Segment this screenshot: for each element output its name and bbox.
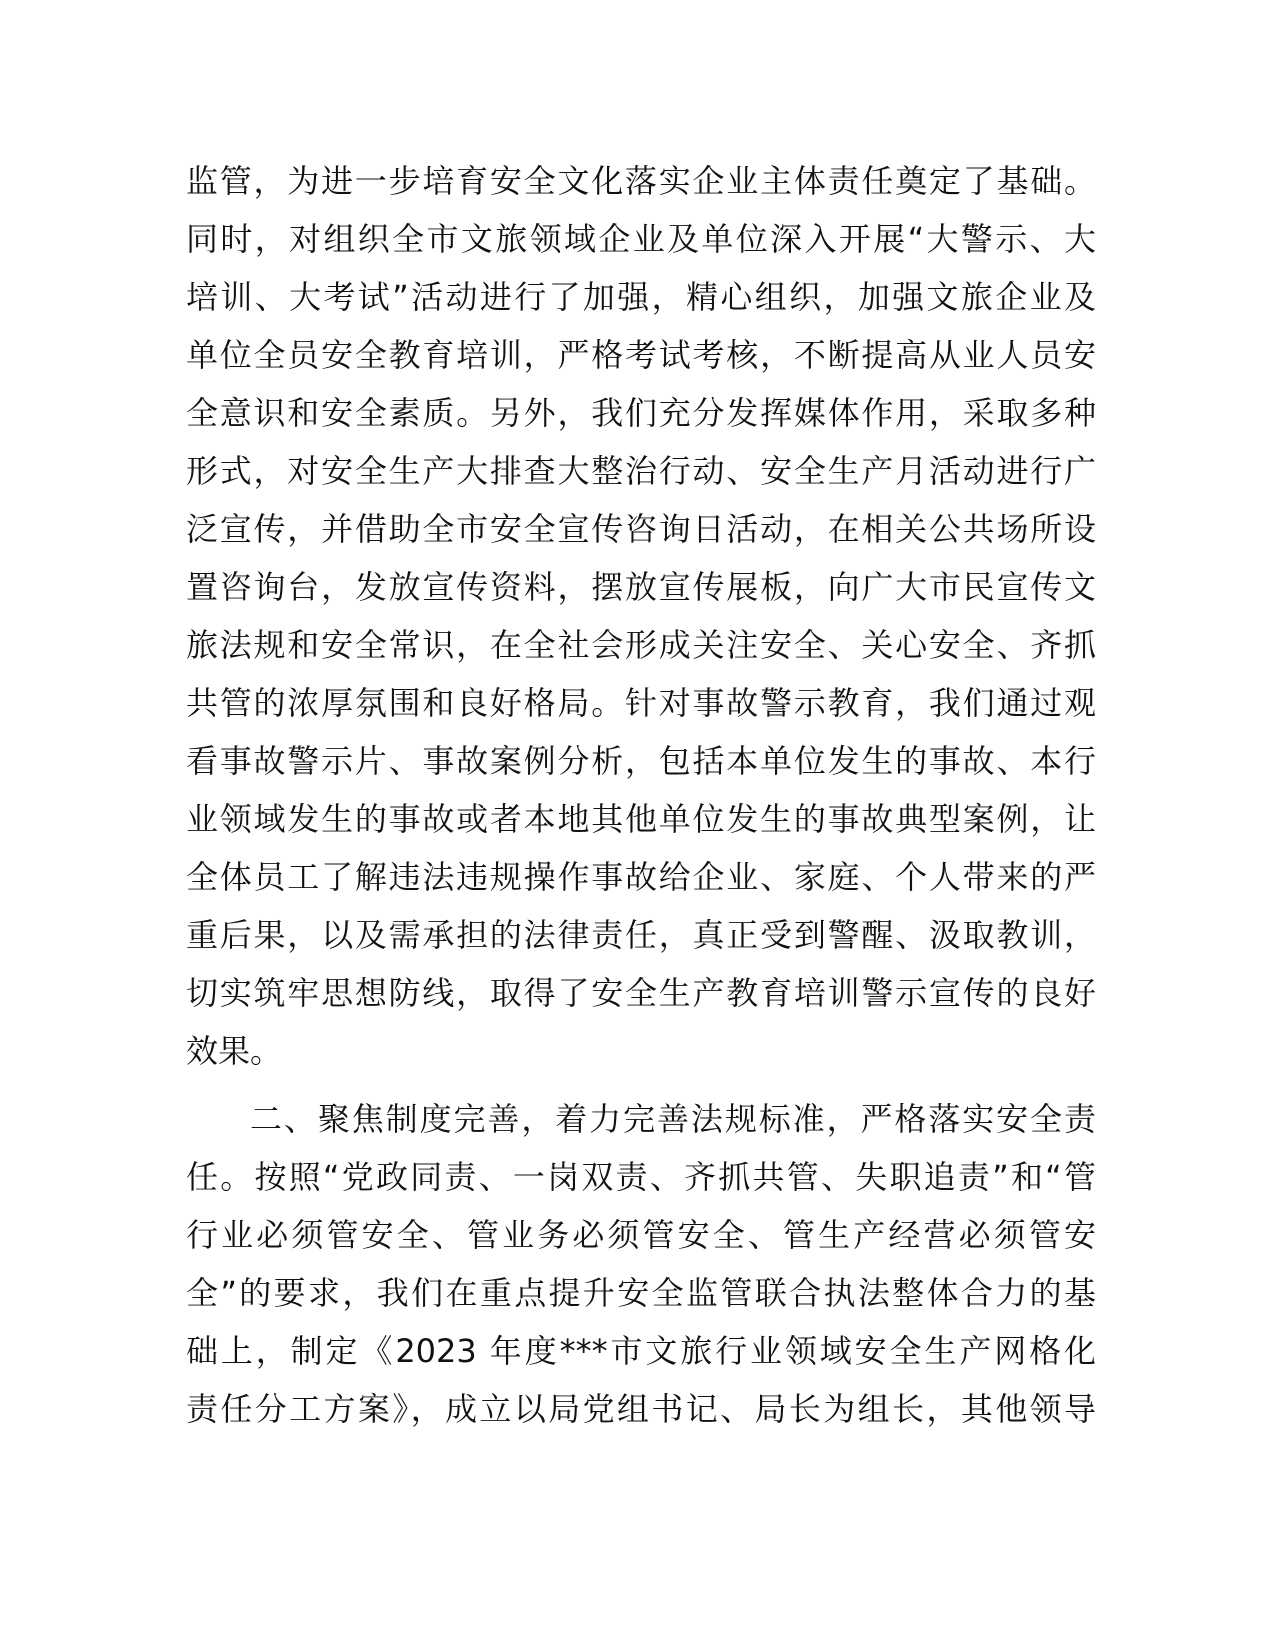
text-line: 任。按照“党政同责、一岗双责、齐抓共管、失职追责”和“管 [186, 1158, 1096, 1196]
text-line: 共管的浓厚氛围和良好格局。针对事故警示教育，我们通过观 [186, 684, 1096, 722]
text-line: 同时，对组织全市文旅领域企业及单位深入开展“大警示、大 [186, 220, 1096, 258]
text-line: 单位全员安全教育培训，严格考试考核，不断提高从业人员安 [186, 336, 1096, 374]
paragraph-1 [186, 152, 1096, 1080]
text-line: 全意识和安全素质。另外，我们充分发挥媒体作用，采取多种 [186, 394, 1096, 432]
text-line: 看事故警示片、事故案例分析，包括本单位发生的事故、本行 [186, 742, 1096, 780]
text-line: 旅法规和安全常识，在全社会形成关注安全、关心安全、齐抓 [186, 626, 1096, 664]
text-line: 责任分工方案》，成立以局党组书记、局长为组长，其他领导 [186, 1390, 1096, 1428]
paragraph-spacer [186, 1080, 1096, 1090]
text-line: 培训、大考试”活动进行了加强，精心组织，加强文旅企业及 [186, 278, 1096, 316]
text-line: 效果。 [186, 1032, 283, 1070]
text-line: 行业必须管安全、管业务必须管安全、管生产经营必须管安 [186, 1216, 1096, 1254]
text-line: 切实筑牢思想防线，取得了安全生产教育培训警示宣传的良好 [186, 974, 1096, 1012]
text-line: 全”的要求，我们在重点提升安全监管联合执法整体合力的基 [186, 1274, 1096, 1312]
text-line: 重后果，以及需承担的法律责任，真正受到警醒、汲取教训， [186, 916, 1096, 954]
body-text [186, 152, 1096, 1438]
paragraph-2 [186, 1090, 1096, 1438]
text-line: 础上，制定《2023 年度***市文旅行业领域安全生产网格化 [186, 1332, 1096, 1370]
text-line: 泛宣传，并借助全市安全宣传咨询日活动，在相关公共场所设 [186, 510, 1096, 548]
text-line: 形式，对安全生产大排查大整治行动、安全生产月活动进行广 [186, 452, 1096, 490]
text-line: 业领域发生的事故或者本地其他单位发生的事故典型案例，让 [186, 800, 1096, 838]
text-line: 二、聚焦制度完善，着力完善法规标准，严格落实安全责 [250, 1100, 1096, 1138]
text-line: 全体员工了解违法违规操作事故给企业、家庭、个人带来的严 [186, 858, 1096, 896]
text-line: 监管，为进一步培育安全文化落实企业主体责任奠定了基础。 [186, 162, 1096, 200]
text-line: 置咨询台，发放宣传资料，摆放宣传展板，向广大市民宣传文 [186, 568, 1096, 606]
